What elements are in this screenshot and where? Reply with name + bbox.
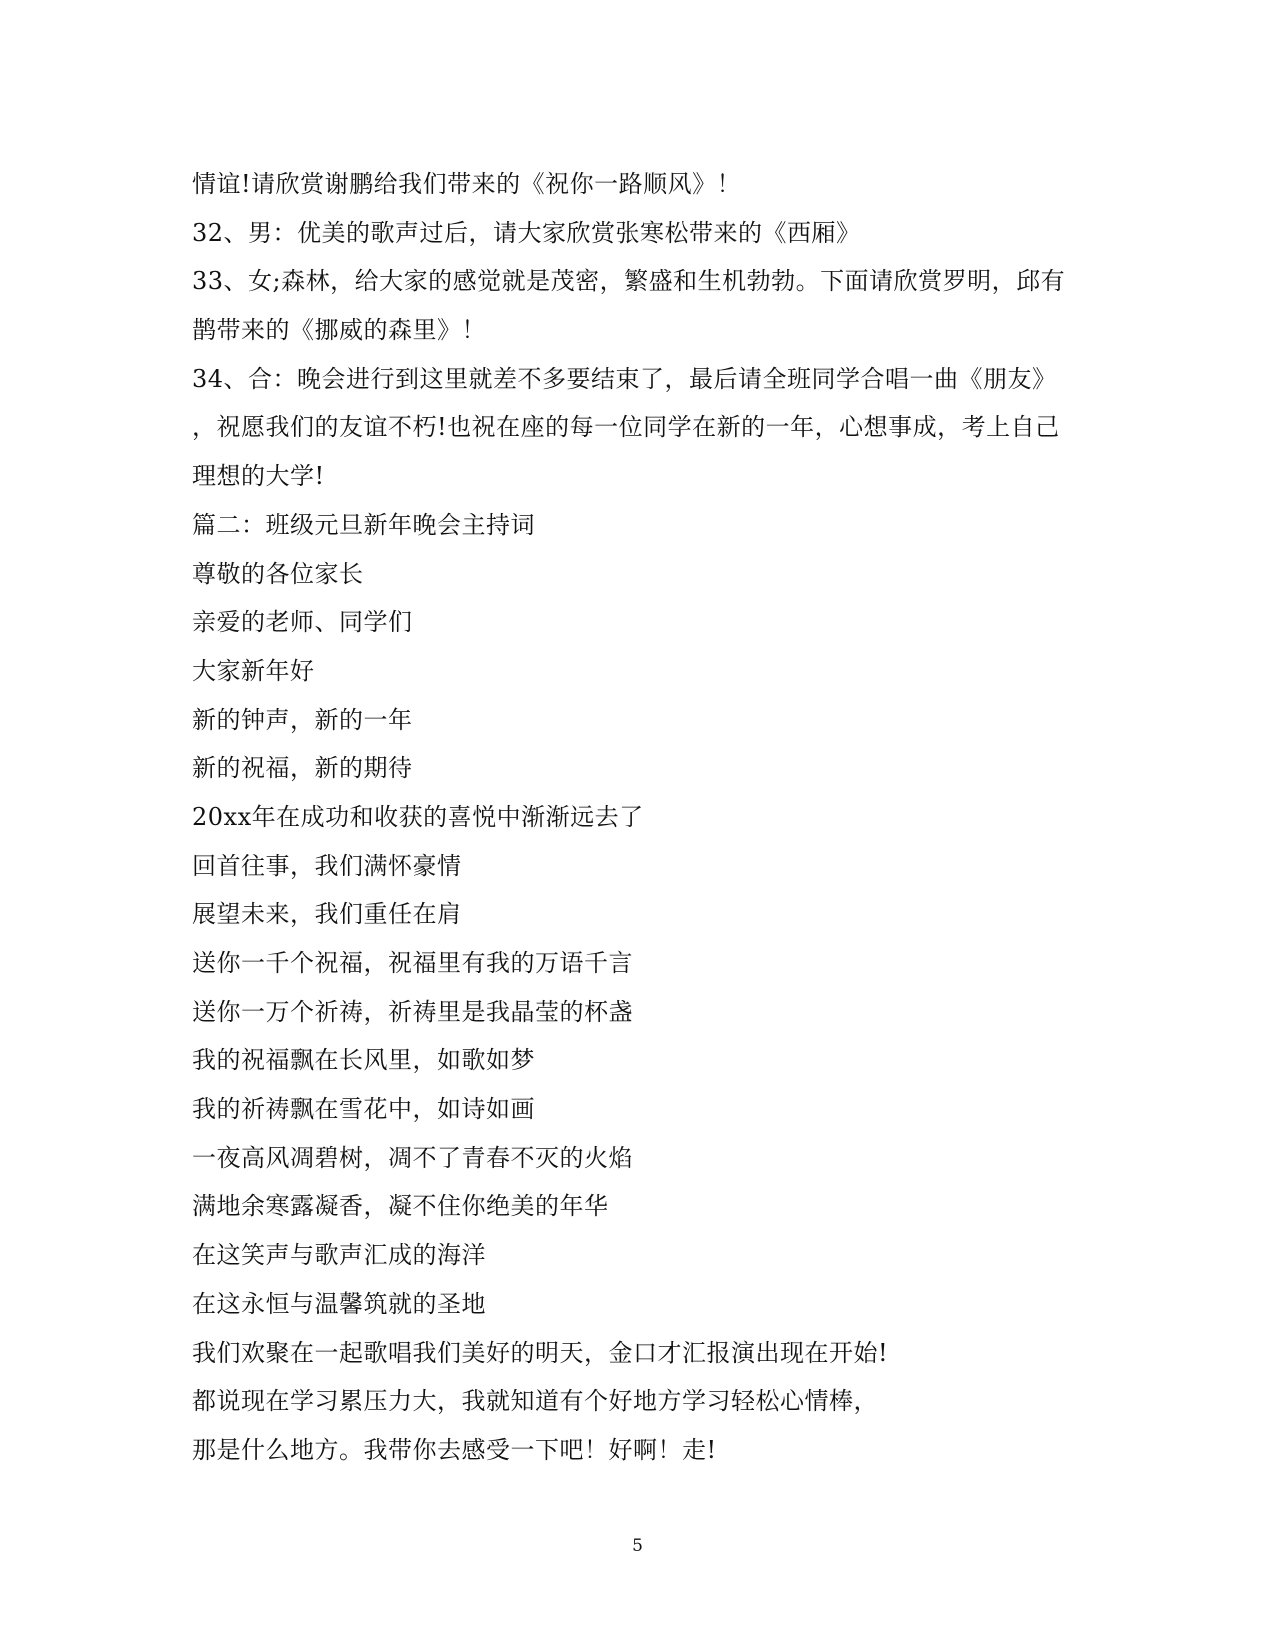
text-line: 一夜高风凋碧树，凋不了青春不灭的火焰 bbox=[192, 1143, 633, 1172]
text-line: 我的祝福飘在长风里，如歌如梦 bbox=[192, 1046, 535, 1075]
page-number: 5 bbox=[632, 1536, 643, 1556]
document-body bbox=[192, 160, 1092, 1475]
text-line: 新的祝福，新的期待 bbox=[192, 754, 413, 783]
text-line: 展望未来，我们重任在肩 bbox=[192, 900, 462, 929]
text-line: 理想的大学! bbox=[192, 462, 325, 491]
text-line: 鹊带来的《挪威的森里》！ bbox=[192, 316, 486, 345]
text-line: 尊敬的各位家长 bbox=[192, 559, 364, 588]
text-line: 我的祈祷飘在雪花中，如诗如画 bbox=[192, 1095, 535, 1124]
text-line: 亲爱的老师、同学们 bbox=[192, 608, 413, 637]
text-line: 34、合：晚会进行到这里就差不多要结束了，最后请全班同学合唱一曲《朋友》 bbox=[192, 364, 1057, 393]
text-line: 我们欢聚在一起歌唱我们美好的明天，金口才汇报演出现在开始! bbox=[192, 1338, 889, 1367]
text-line: 32、男：优美的歌声过后，请大家欣赏张寒松带来的《西厢》 bbox=[192, 218, 861, 247]
text-line: 送你一万个祈祷，祈祷里是我晶莹的杯盏 bbox=[192, 997, 633, 1026]
text-line: 回首往事，我们满怀豪情 bbox=[192, 851, 462, 880]
text-line: 情谊!请欣赏谢鹏给我们带来的《祝你一路顺风》！ bbox=[192, 170, 742, 198]
text-line: ，祝愿我们的友谊不朽!也祝在座的每一位同学在新的一年，心想事成，考上自己 bbox=[192, 413, 1060, 442]
text-line: 新的钟声，新的一年 bbox=[192, 705, 413, 734]
text-line: 在这永恒与温馨筑就的圣地 bbox=[192, 1289, 486, 1318]
text-line: 都说现在学习累压力大，我就知道有个好地方学习轻松心情棒， bbox=[192, 1387, 878, 1416]
text-line: 在这笑声与歌声汇成的海洋 bbox=[192, 1241, 486, 1270]
text-line: 那是什么地方。我带你去感受一下吧！好啊！走! bbox=[192, 1435, 717, 1464]
text-line: 20xx年在成功和收获的喜悦中渐渐远去了 bbox=[192, 802, 644, 831]
text-line: 送你一千个祝福，祝福里有我的万语千言 bbox=[192, 949, 633, 977]
text-line: 满地余寒露凝香，凝不住你绝美的年华 bbox=[192, 1192, 609, 1221]
text-line: 大家新年好 bbox=[192, 656, 315, 685]
section-heading: 篇二：班级元旦新年晚会主持词 bbox=[192, 510, 535, 539]
text-line: 33、女;森林，给大家的感觉就是茂密，繁盛和生机勃勃。下面请欣赏罗明，邱有 bbox=[192, 267, 1066, 296]
